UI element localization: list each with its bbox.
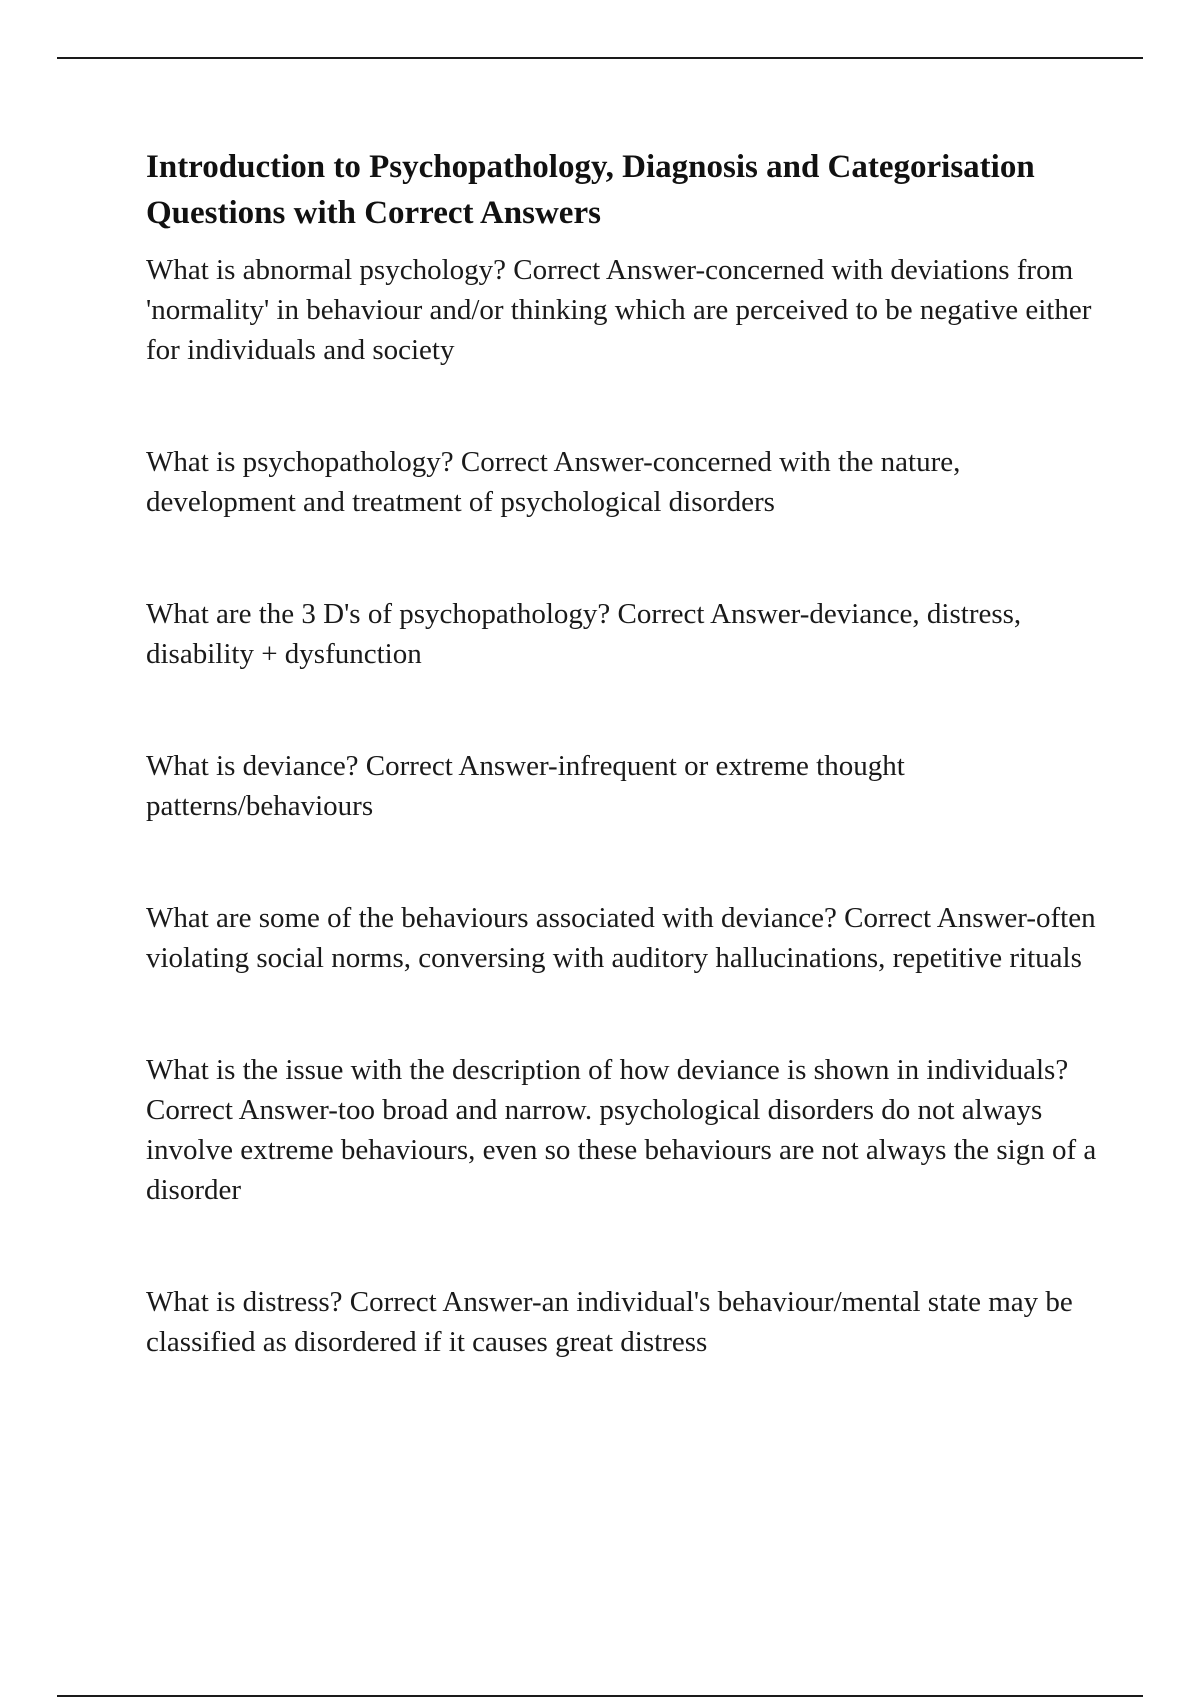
- qa-item: What is psychopathology? Correct Answer-concerned with the nature, development and treatment of psychological disorders: [146, 446, 961, 518]
- top-rule: [57, 57, 1143, 59]
- qa-item: What is distress? Correct Answer-an individual's behaviour/mental state may be classified as disordered if it causes great distress: [146, 1286, 1073, 1358]
- qa-item: What are the 3 D's of psychopathology? Correct Answer-deviance, distress, disability + dysfunction: [146, 598, 1022, 670]
- document-title: Introduction to Psychopathology, Diagnosis and Categorisation Questions with Correct Answers: [146, 149, 1035, 231]
- qa-item: What is the issue with the description of how deviance is shown in individuals? Correct Answer-too broad and narrow. psychological disorders do not always involve extreme behaviours, even so these behaviours are not always the sign of a disorder: [146, 1054, 1097, 1206]
- bottom-rule: [57, 1695, 1143, 1697]
- qa-item: What is abnormal psychology? Correct Answer-concerned with deviations from 'normality' in behaviour and/or thinking which are perceived to be negative either for individuals and society: [146, 254, 1092, 366]
- document-body: [146, 144, 1106, 1362]
- qa-item: What are some of the behaviours associated with deviance? Correct Answer-often violating social norms, conversing with auditory hallucinations, repetitive rituals: [146, 902, 1096, 974]
- qa-item: What is deviance? Correct Answer-infrequent or extreme thought patterns/behaviours: [146, 750, 905, 822]
